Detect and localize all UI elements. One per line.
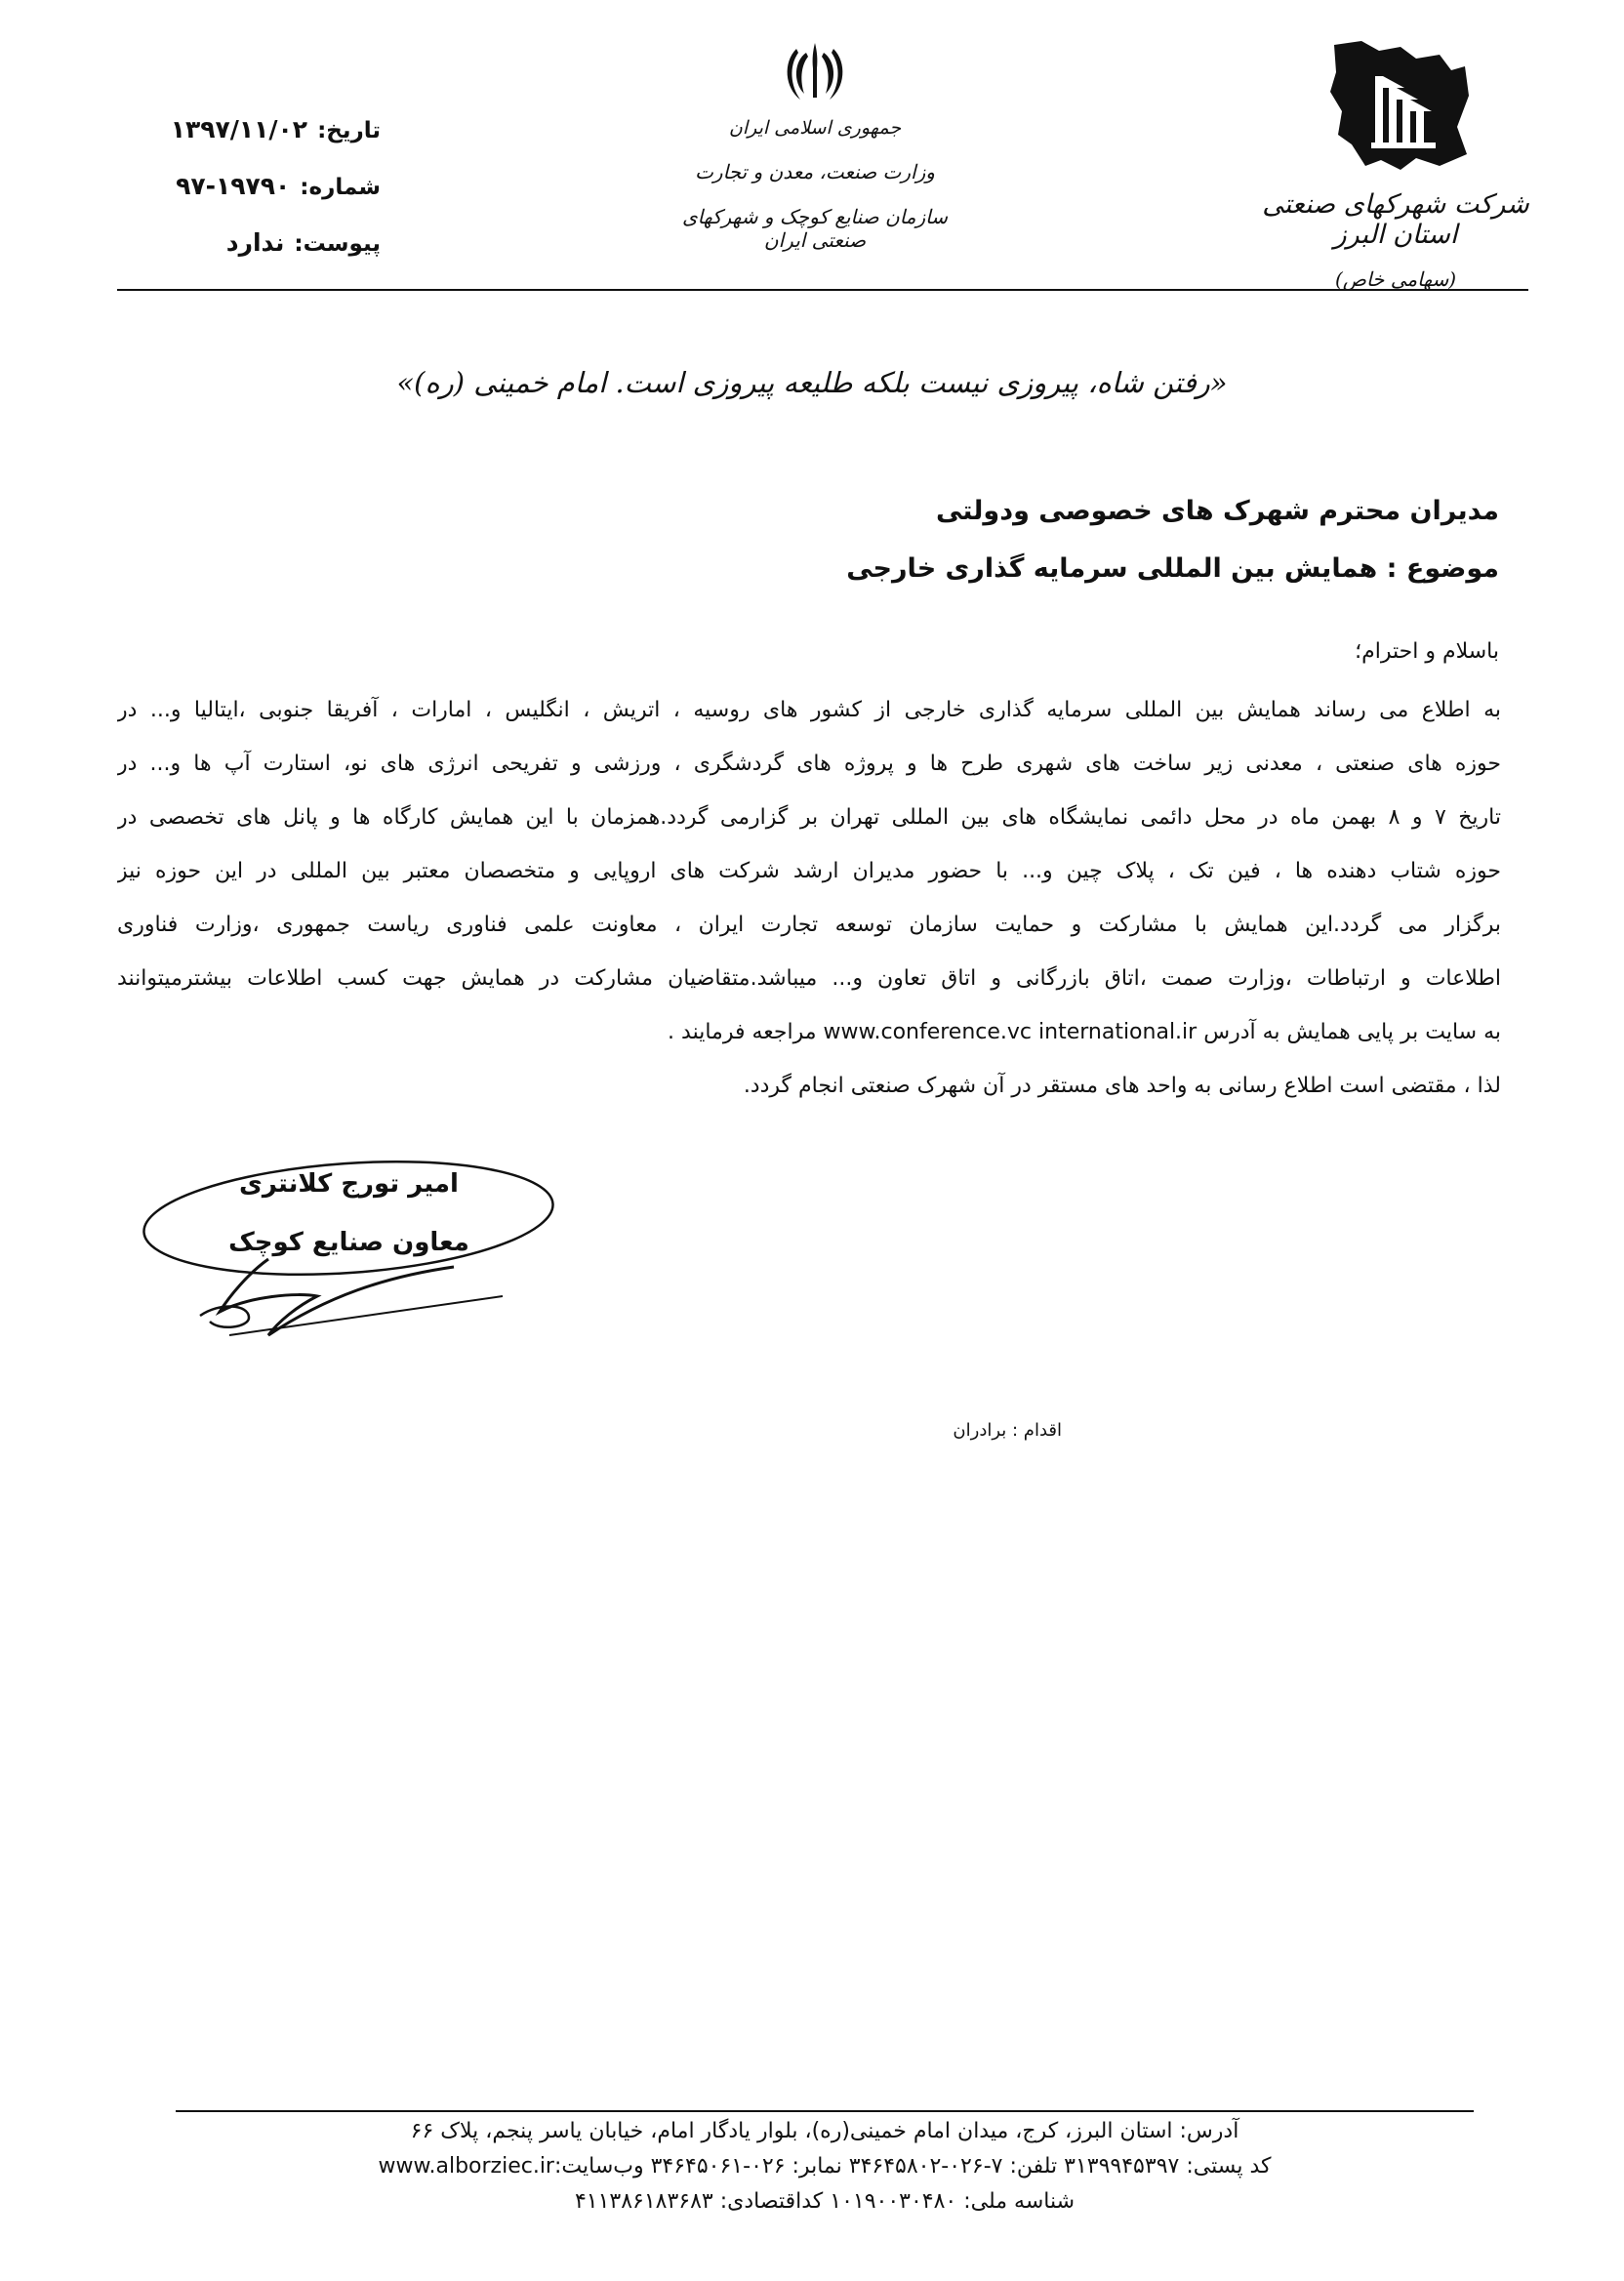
footer-address: آدرس: استان البرز، کرج، میدان امام خمینی(ره)، بلوار یادگار امام، خیابان یاسر پنجم، پلاک ۶۶ bbox=[410, 2119, 1239, 2143]
iran-map-factory-logo bbox=[1322, 37, 1479, 183]
body-line: تاریخ ۷ و ۸ بهمن ماه در محل دائمی نمایشگاه های بین المللی تهران بر گزارمی گردد.همزمان با این همایش کارگاه ها و پانل های تخصصی در bbox=[117, 805, 1501, 830]
company-type: (سهامی خاص) bbox=[1334, 267, 1457, 291]
date-row bbox=[127, 115, 381, 172]
iran-emblem-icon bbox=[781, 39, 849, 105]
date-value: ۱۳۹۷/۱۱/۰۲ bbox=[170, 115, 308, 143]
action-note: اقدام : برادران bbox=[953, 1420, 1062, 1441]
body-line: لذا ، مقتضی است اطلاع رسانی به واحد های مستقر در آن شهرک صنعتی انجام گردد. bbox=[743, 1074, 1501, 1098]
attachment-value: ندارد bbox=[225, 228, 285, 257]
number-value: ۹۷-۱۹۷۹۰ bbox=[176, 172, 291, 200]
body-line: به اطلاع می رساند همایش بین المللی سرمایه گذاری خارجی از کشور های روسیه ، اتریش ، انگلیس ، امارات ، آفریقا جنوبی ،ایتالیا و... در bbox=[117, 698, 1501, 722]
number-label: شماره: bbox=[300, 175, 381, 200]
footer bbox=[176, 2114, 1474, 2220]
attachment-row bbox=[127, 228, 381, 285]
signatory-name: امیر تورج کلانتری bbox=[239, 1169, 459, 1199]
letter-body bbox=[117, 689, 1501, 1119]
body-line: اطلاعات و ارتباطات ،وزارت صمت ،اتاق بازرگانی و اتاق تعاون و... میباشد.متقاضیان مشارکت در همایش جهت کسب اطلاعات بیشترمیتوانند bbox=[117, 966, 1501, 991]
gov-line-republic: جمهوری اسلامی ایران bbox=[728, 117, 902, 139]
subject: موضوع : همایش بین المللی سرمایه گذاری خارجی bbox=[846, 553, 1499, 584]
number-row bbox=[127, 172, 381, 228]
body-line: حوزه شتاب دهنده ها ، فین تک ، پلاک چین و... با حضور مدیران ارشد شرکت های اروپایی و متخصصان معتبر بین المللی در این حوزه نیز bbox=[117, 859, 1501, 883]
company-name: شرکت شهرکهای صنعتی استان البرز bbox=[1262, 189, 1529, 250]
header-quote: «رفتن شاه، پیروزی نیست بلکه طلیعه پیروزی است. امام خمینی (ره)» bbox=[396, 366, 1228, 399]
body-line: به سایت بر پایی همایش به آدرس www.conference.vc international.ir مراجعه فرمایند . bbox=[668, 1020, 1501, 1044]
body-line: حوزه های صنعتی ، معدنی زیر ساخت های شهری طرح ها و پروژه های گردشگری ، ورزشی و تفریحی انرژی های نو، استارت آپ ها و... در bbox=[117, 752, 1501, 776]
footer-contact: کد پستی: ۳۱۳۹۹۴۵۳۹۷ تلفن: ۷-۰۲۶-۳۴۶۴۵۸۰۲ نمابر: ۰۲۶-۳۴۶۴۵۰۶۱ وب‌سایت:www.alborziec.ir bbox=[378, 2154, 1272, 2179]
gov-line-organization: سازمان صنایع کوچک و شهرکهای صنعتی ایران bbox=[681, 205, 949, 252]
greeting: باسلام و احترام؛ bbox=[1355, 639, 1499, 664]
recipient: مدیران محترم شهرک های خصوصی ودولتی bbox=[935, 496, 1499, 526]
body-line: برگزار می گردد.این همایش با مشارکت و حمایت سازمان توسعه تجارت ایران ، معاونت علمی فناوری ریاست جمهوری ،وزارت فناوری bbox=[117, 913, 1501, 937]
footer-divider bbox=[176, 2110, 1474, 2112]
signatory-title: معاون صنایع کوچک bbox=[228, 1228, 469, 1257]
header-divider bbox=[117, 289, 1528, 291]
footer-ids: شناسه ملی: ۱۰۱۹۰۰۳۰۴۸۰ کداقتصادی: ۴۱۱۳۸۶۱۸۳۶۸۳ bbox=[574, 2189, 1076, 2214]
attachment-label: پیوست: bbox=[294, 231, 381, 257]
government-header bbox=[664, 39, 966, 252]
date-label: تاریخ: bbox=[317, 118, 381, 143]
company-logo bbox=[1254, 37, 1537, 291]
letter-meta bbox=[127, 115, 381, 285]
gov-line-ministry: وزارت صنعت، معدن و تجارت bbox=[695, 160, 935, 183]
signature-stamp bbox=[132, 1150, 566, 1345]
